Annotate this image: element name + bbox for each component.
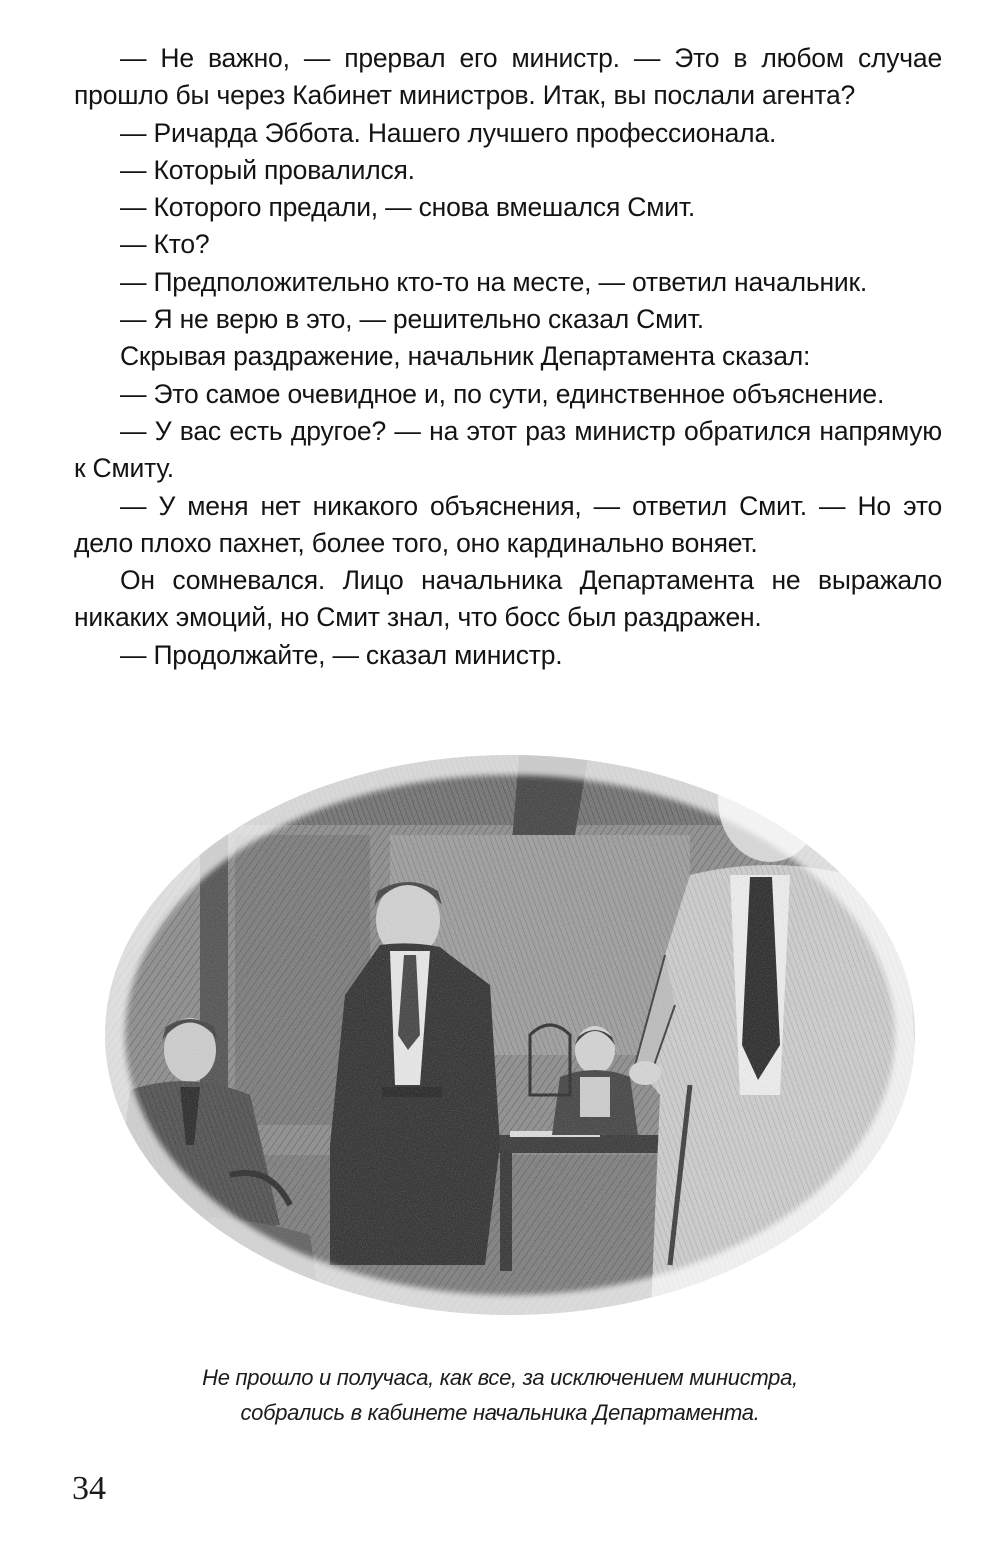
- illustration-drawing: [90, 705, 930, 1335]
- illustration-caption: [0, 1360, 1000, 1430]
- paragraph: — Я не верю в это, — решительно сказал Смит.: [120, 304, 704, 335]
- paragraph: — Кто?: [120, 229, 210, 260]
- page-number: 34: [72, 1470, 106, 1507]
- paragraph: Скрывая раздражение, начальник Департамента сказал:: [120, 341, 811, 372]
- paragraph: — Который провалился.: [120, 154, 415, 185]
- caption-line: собрались в кабинете начальника Департамента.: [240, 1400, 760, 1425]
- paragraph: — Не важно, — прервал его министр. — Это в любом случае прошло бы через Кабинет министров. Итак, вы послали агента?: [74, 43, 942, 111]
- paragraph: — Предположительно кто-то на месте, — ответил начальник.: [120, 266, 868, 297]
- body-text: [74, 40, 942, 674]
- paragraph: — Продолжайте, — сказал министр.: [120, 639, 563, 670]
- paragraph: — У меня нет никакого объяснения, — ответил Смит. — Но это дело плохо пахнет, более того, оно кардинально воняет.: [74, 490, 942, 558]
- paragraph: — Ричарда Эббота. Нашего лучшего профессионала.: [120, 117, 777, 148]
- caption-line: Не прошло и получаса, как все, за исключением министра,: [202, 1365, 798, 1390]
- paragraph: — Которого предали, — снова вмешался Смит.: [120, 192, 695, 223]
- paragraph: — У вас есть другое? — на этот раз министр обратился напрямую к Смиту.: [74, 415, 942, 484]
- paragraph: Он сомневался. Лицо начальника Департамента не выражало никаких эмоций, но Смит знал, что босс был раздражен.: [74, 565, 942, 633]
- paragraph: — Это самое очевидное и, по сути, единственное объяснение.: [120, 378, 885, 409]
- illustration: [90, 705, 930, 1335]
